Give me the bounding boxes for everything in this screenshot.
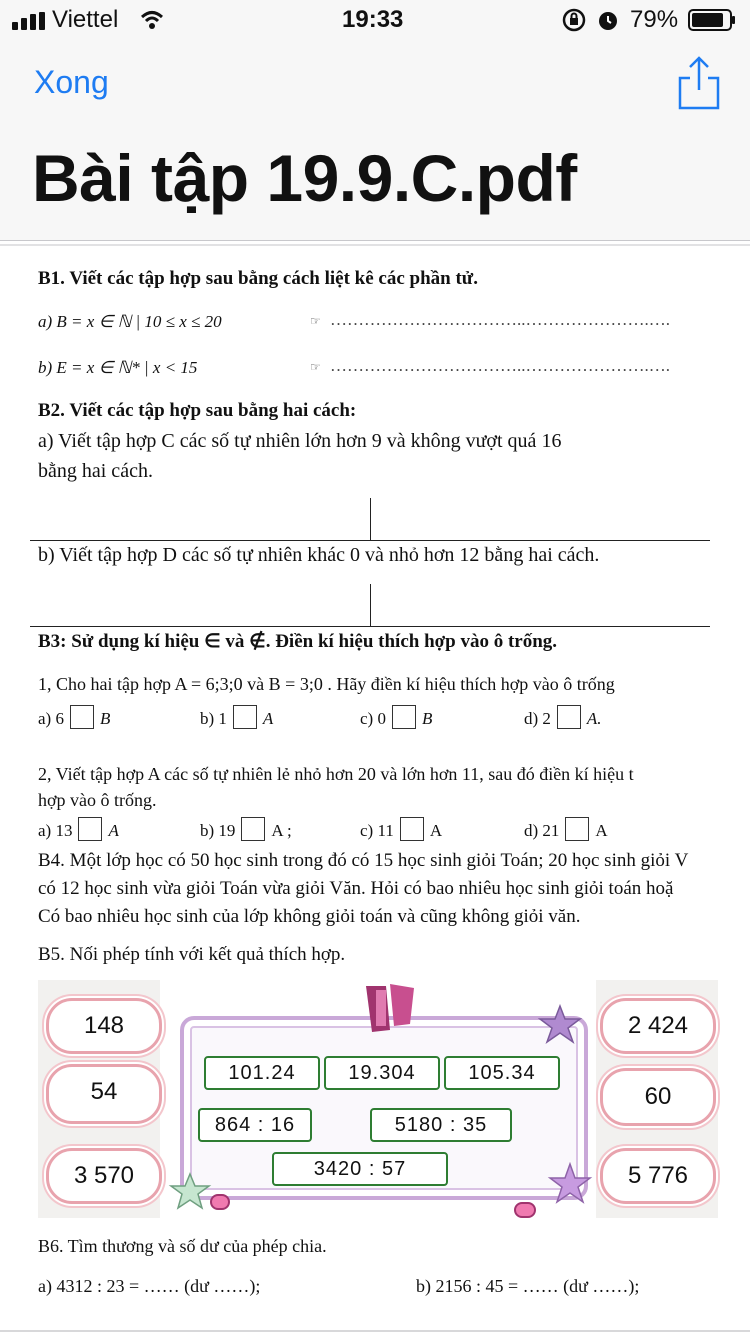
operation-5180-div-35[interactable]: 5180 : 35	[370, 1108, 512, 1142]
pdf-page	[0, 246, 750, 1334]
result-5776[interactable]: 5 776	[600, 1148, 716, 1204]
wifi-icon	[140, 10, 164, 30]
status-bar	[0, 0, 750, 40]
page-bottom-divider	[0, 1330, 750, 1332]
done-button[interactable]: Xong	[34, 64, 109, 100]
share-icon[interactable]	[676, 54, 722, 112]
b6-item-a: a) 4312 : 23 = …… (dư ……);	[38, 1276, 261, 1296]
alarm-icon	[596, 8, 620, 32]
b3-row2-d: d) 21 A	[524, 820, 608, 844]
b3-row1-a: a) 6 B	[38, 708, 110, 732]
carrier-label: Viettel	[52, 6, 119, 33]
answer-box[interactable]	[565, 817, 589, 841]
result-54[interactable]: 54	[46, 1064, 162, 1124]
hand-pointer-icon: ☞	[310, 360, 321, 374]
bead-icon	[210, 1194, 230, 1210]
b1-item-b: b) E = x ∈ ℕ* | x < 15	[38, 358, 198, 377]
answer-box[interactable]	[233, 705, 257, 729]
b1-answer-line-b: ……………………………..………………….….	[330, 356, 670, 375]
answer-box[interactable]	[400, 817, 424, 841]
b6-item-b: b) 2156 : 45 = …… (dư ……);	[416, 1276, 640, 1296]
operation-105-34[interactable]: 105.34	[444, 1056, 560, 1090]
b2-item-a-line1: a) Viết tập hợp C các số tự nhiên lớn hơn 9 và không vượt quá 16	[38, 430, 562, 452]
table-divider	[370, 584, 371, 626]
signal-icon	[12, 12, 48, 30]
clock: 19:33	[342, 6, 404, 33]
b3-row2-a: a) 13 A	[38, 820, 119, 844]
operation-101-24[interactable]: 101.24	[204, 1056, 320, 1090]
result-60[interactable]: 60	[600, 1068, 716, 1126]
result-3570[interactable]: 3 570	[46, 1148, 162, 1204]
battery-icon	[688, 9, 732, 31]
star-icon	[536, 1004, 584, 1044]
clip-icon	[356, 980, 426, 1036]
answer-box[interactable]	[392, 705, 416, 729]
b6-heading: B6. Tìm thương và số dư của phép chia.	[38, 1236, 327, 1256]
b3-row2-b: b) 19 A ;	[200, 820, 292, 844]
b4-line1: B4. Một lớp học có 50 học sinh trong đó có 15 học sinh giỏi Toán; 20 học sinh giỏi V	[38, 850, 689, 871]
b2-item-a-line2: bằng hai cách.	[38, 460, 153, 482]
b5-matching-figure	[38, 980, 718, 1218]
b4-line2: có 12 học sinh vừa giỏi Toán vừa giỏi Văn. Hỏi có bao nhiêu học sinh giỏi toán hoặ	[38, 878, 674, 899]
table-divider	[370, 498, 371, 540]
battery-percent: 79%	[630, 6, 679, 33]
operation-864-div-16[interactable]: 864 : 16	[198, 1108, 312, 1142]
b2-heading: B2. Viết các tập hợp sau bằng hai cách:	[38, 400, 357, 421]
b1-answer-line-a: ……………………………..………………….….	[330, 310, 670, 329]
b1-heading: B1. Viết các tập hợp sau bằng cách liệt kê các phần tử.	[38, 268, 478, 289]
answer-box[interactable]	[557, 705, 581, 729]
page-title: Bài tập 19.9.C.pdf	[32, 141, 577, 215]
result-148[interactable]: 148	[46, 998, 162, 1054]
rotation-lock-icon	[562, 8, 586, 32]
result-2424[interactable]: 2 424	[600, 998, 716, 1054]
b4-line3: Có bao nhiêu học sinh của lớp không giỏi toán và cũng không giỏi văn.	[38, 906, 581, 927]
b5-heading: B5. Nối phép tính với kết quả thích hợp.	[38, 944, 346, 965]
operation-19-304[interactable]: 19.304	[324, 1056, 440, 1090]
operation-3420-div-57[interactable]: 3420 : 57	[272, 1152, 448, 1186]
answer-box[interactable]	[78, 817, 102, 841]
b3-part2-line1: 2, Viết tập hợp A các số tự nhiên lẻ nhỏ hơn 20 và lớn hơn 11, sau đó điền kí hiệu t	[38, 764, 634, 784]
answer-box[interactable]	[70, 705, 94, 729]
table-line	[30, 540, 710, 541]
star-icon	[168, 1172, 212, 1210]
table-line	[30, 626, 710, 627]
bead-icon	[514, 1202, 536, 1218]
b3-row2-c: c) 11 A	[360, 820, 442, 844]
b3-row1-c: c) 0 B	[360, 708, 432, 732]
b3-part2-line2: hợp vào ô trống.	[38, 790, 157, 810]
answer-box[interactable]	[241, 817, 265, 841]
b2-item-b: b) Viết tập hợp D các số tự nhiên khác 0 và nhỏ hơn 12 bằng hai cách.	[38, 544, 600, 566]
navigation-bar	[0, 40, 750, 241]
b3-part1-text: 1, Cho hai tập hợp A = 6;3;0 và B = 3;0 . Hãy điền kí hiệu thích hợp vào ô trống	[38, 674, 615, 694]
b3-row1-b: b) 1 A	[200, 708, 273, 732]
star-icon	[546, 1162, 594, 1204]
hand-pointer-icon: ☞	[310, 314, 321, 328]
b1-item-a: a) B = x ∈ ℕ | 10 ≤ x ≤ 20	[38, 312, 222, 331]
b3-heading: B3: Sử dụng kí hiệu ∈ và ∉. Điền kí hiệu thích hợp vào ô trống.	[38, 631, 558, 652]
b3-row1-d: d) 2 A.	[524, 708, 602, 732]
